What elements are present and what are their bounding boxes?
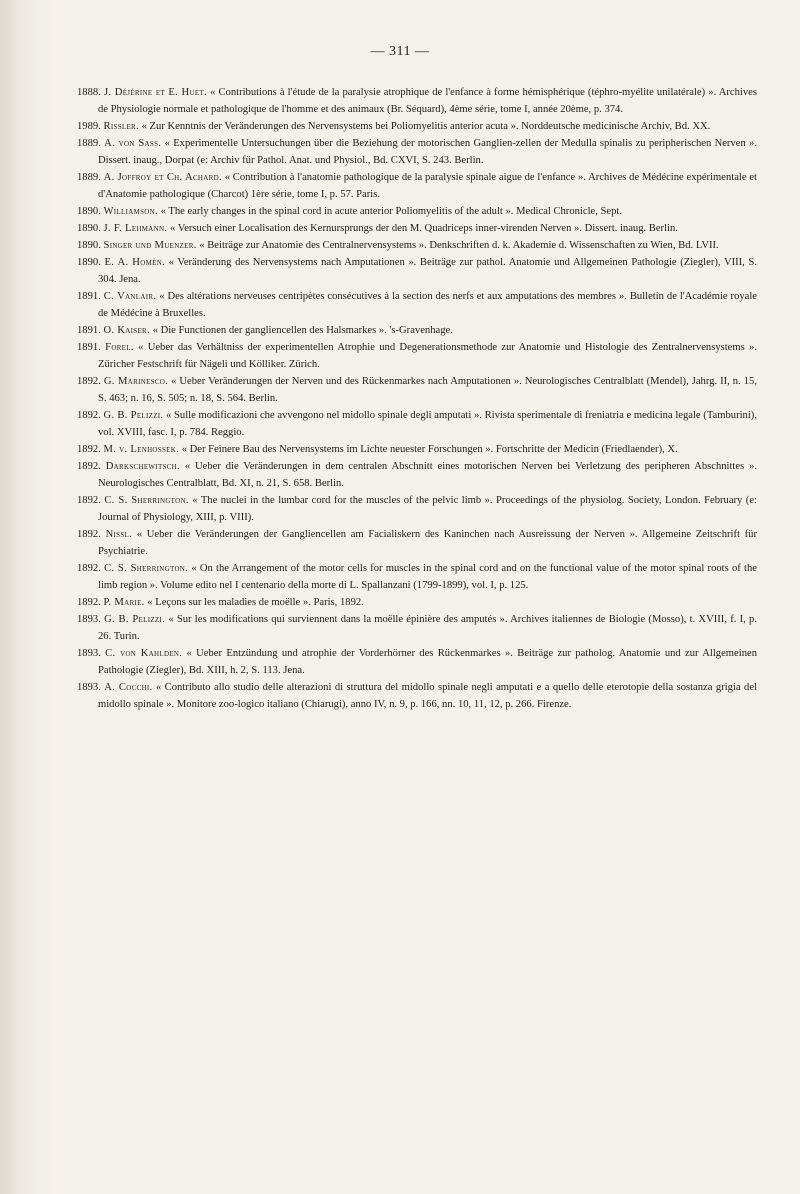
bibliography-entry (77, 169, 757, 203)
bibliography-entry (77, 84, 757, 118)
entry-author: C. von Kahlden. (105, 648, 183, 659)
bibliography-entry (77, 322, 757, 339)
entry-text: « Die Functionen der gangliencellen des Halsmarkes ». 's-Gravenhage. (152, 325, 453, 336)
entry-year: 1989. (77, 121, 101, 132)
entry-text: « Contributions à l'étude de la paralysie atrophique de l'enfance à forme hémisphérique (téphro-myélite unilatérale) ». Archives de Physiologie normale et pathologique de l'homme et des animaux (Br. Séquard), 4ème série, tome I, année 20ème, p. 374. (98, 87, 757, 115)
entry-year: 1888. (77, 87, 101, 98)
entry-year: 1890. (77, 206, 101, 217)
bibliography-entry (77, 526, 757, 560)
bibliography-entry (77, 560, 757, 594)
bibliography-entry (77, 645, 757, 679)
entry-year: 1893. (77, 682, 101, 693)
entry-year: 1889. (77, 138, 101, 149)
entry-author: P. Marie. (103, 597, 145, 608)
bibliography-entry (77, 611, 757, 645)
entry-text: « Contribution à l'anatomie pathologique de la paralysie spinale aigue de l'enfance ». Archives de Médécine expérimentale et d'Anatomie pathologique (Charcot) 1ère série, tome I, p. 57. Paris. (98, 172, 757, 200)
bibliography-entry (77, 373, 757, 407)
entry-text: « Ueber Veränderungen der Nerven und des Rückenmarkes nach Amputationen ». Neurologisches Centralblatt (Mendel), Jahrg. II, n. 15, S. 463; n. 16, S. 505; n. 18, S. 564. Berlin. (98, 376, 757, 404)
entry-text: « Der Feinere Bau des Nervensystems im Lichte neuester Forschungen ». Fortschritte der Medicin (Friedlaender), X. (181, 444, 678, 455)
entry-author: J. F. Lehmann. (103, 223, 168, 234)
entry-year: 1892. (77, 495, 101, 506)
entry-author: J. Déjérine et E. Huet. (103, 87, 207, 98)
entry-text: « Ueber Entzündung und atrophie der Vorderhörner des Rückenmarkes ». Beiträge zur patholog. Anatomie und zur Allgemeinen Pathologie (Ziegler), Bd. XIII, h. 2, S. 113. Jena. (98, 648, 757, 676)
entry-text: « Experimentelle Untersuchungen über die Beziehung der motorischen Ganglien-zellen der Medulla spinalis zu peripherischen Nerven ». Dissert. inaug., Dorpat (e: Archiv für Pathol. Anat. und Physiol., Bd. CXVI, S. 243. Berlin. (98, 138, 757, 166)
entry-text: « On the Arrangement of the motor cells for muscles in the spinal cord and on the functional value of the motor spinal roots of the limb region ». Volume edito nel I centenario della morte di L. Spallanzani (1799-1899), vol. I, p. 125. (98, 563, 757, 591)
entry-author: Williamson. (103, 206, 158, 217)
entry-year: 1892. (77, 563, 101, 574)
entry-year: 1892. (77, 444, 101, 455)
page-number: — 311 — (370, 44, 430, 59)
entry-author: Darkschewitsch. (105, 461, 180, 472)
bibliography-entry (77, 458, 757, 492)
entry-author: O. Kaiser. (103, 325, 150, 336)
bibliography-entry (77, 594, 757, 611)
entry-author: C. S. Sherrington. (104, 563, 189, 574)
entry-author: E. A. Homén. (104, 257, 166, 268)
bibliography-entry (77, 237, 757, 254)
entry-year: 1893. (77, 648, 101, 659)
entry-text: « The nuclei in the lumbar cord for the muscles of the pelvic limb ». Proceedings of the physiolog. Society, London. February (e: Journal of Physiology, XIII, p. VIII). (98, 495, 757, 523)
entry-text: « Leçons sur les maladies de moëlle ». Paris, 1892. (147, 597, 364, 608)
entry-text: « Ueber die Veränderungen in dem centralen Abschnitt eines motorischen Nerven bei Verletzung des peripheren Abschnittes ». Neurologisches Centralblatt, Bd. XI, n. 21, S. 658. Berlin. (98, 461, 757, 489)
entry-year: 1890. (77, 240, 101, 251)
entry-year: 1892. (77, 529, 101, 540)
entry-year: 1891. (77, 291, 101, 302)
entry-author: A. Joffroy et Ch. Achard. (103, 172, 222, 183)
entry-text: « Sulle modificazioni che avvengono nel midollo spinale degli amputati ». Rivista sperimentale di freniatria e medicina legale (Tamburini), vol. XVIII, fasc. I, p. 784. Reggio. (98, 410, 757, 438)
entry-author: Singer und Muenzer. (103, 240, 197, 251)
entry-text: « Ueber das Verhältniss der experimentellen Atrophie und Degenerationsmethode zur Anatomie und Histologie des Zentralnervensystems ». Züricher Festschrift für Nägeli und Kölliker. Zürich. (98, 342, 757, 370)
bibliography-entry (77, 407, 757, 441)
entry-text: « The early changes in the spinal cord in acute anterior Poliomyelitis of the adult ». Medical Chronicle, Sept. (160, 206, 623, 217)
entry-text: « Ueber die Veränderungen der Gangliencellen am Facialiskern des Kaninchen nach Ausreissung der Nerven ». Allgemeine Zeitschrift für Psychiatrie. (98, 529, 757, 557)
entry-author: A. von Sass. (104, 138, 162, 149)
entry-author: Nissl. (105, 529, 133, 540)
entry-author: Rissler. (103, 121, 139, 132)
entry-year: 1889. (77, 172, 101, 183)
bibliography-entry (77, 339, 757, 373)
bibliography-entry (77, 254, 757, 288)
entry-author: M. v. Lenhossek. (103, 444, 180, 455)
entry-text: « Beiträge zur Anatomie des Centralnervensystems ». Denkschriften d. k. Akademie d. Wissenschaften zu Wien, Bd. LVII. (199, 240, 719, 251)
entry-year: 1892. (77, 376, 101, 387)
bibliography-entry (77, 441, 757, 458)
entry-year: 1892. (77, 597, 101, 608)
entry-text: « Veränderung des Nervensystems nach Amputationen ». Beiträge zur pathol. Anatomie und Allgemeinen Pathologie (Ziegler), VIII, S. 304. Jena. (98, 257, 757, 285)
entry-text: « Des altérations nerveuses centripètes consécutives à la section des nerfs et aux amputations des membres ». Bulletin de l'Académie royale de Médécine à Bruxelles. (98, 291, 758, 319)
bibliography-list (77, 84, 757, 713)
entry-author: C. S. Sherrington. (104, 495, 189, 506)
bibliography-entry (77, 118, 757, 135)
entry-year: 1893. (77, 614, 101, 625)
entry-author: Forel. (105, 342, 134, 353)
entry-text: « Contributo allo studio delle alterazioni di struttura del midollo spinale negli amputati e a quello delle eterotopie della sostanza grigia del midollo spinale ». Monitore zoo-logico italiano (Chiarugi), anno IV, n. 9, p. 166, nn. 10, 11, 12, p. 266. Firenze. (98, 682, 757, 710)
entry-author: G. Marinesco. (103, 376, 169, 387)
bibliography-entry (77, 220, 757, 237)
bibliography-entry (77, 135, 757, 169)
bibliography-entry (77, 679, 757, 713)
entry-year: 1892. (77, 461, 101, 472)
entry-year: 1890. (77, 223, 101, 234)
entry-year: 1891. (77, 342, 101, 353)
entry-author: G. B. Pelizzi. (104, 614, 166, 625)
entry-author: C. Vanlair. (103, 291, 157, 302)
entry-author: G. B. Pelizzi. (103, 410, 164, 421)
bibliography-entry (77, 288, 757, 322)
bibliography-entry (77, 203, 757, 220)
bibliography-entry (77, 492, 757, 526)
entry-year: 1890. (77, 257, 101, 268)
entry-text: « Sur les modifications qui surviennent dans la moëlle épinière des amputés ». Archives italiennes de Biologie (Mosso), t. XVIII, f. I, p. 26. Turin. (98, 614, 757, 642)
entry-text: « Versuch einer Localisation des Kernursprungs der den M. Quadriceps inner-virenden Nerven ». Dissert. inaug. Berlin. (169, 223, 678, 234)
entry-year: 1892. (77, 410, 101, 421)
entry-year: 1891. (77, 325, 101, 336)
entry-author: A. Cocchi. (104, 682, 153, 693)
entry-text: « Zur Kenntnis der Veränderungen des Nervensystems bei Poliomyelitis anterior acuta ». Norddeutsche medicinische Archiv, Bd. XX. (141, 121, 711, 132)
